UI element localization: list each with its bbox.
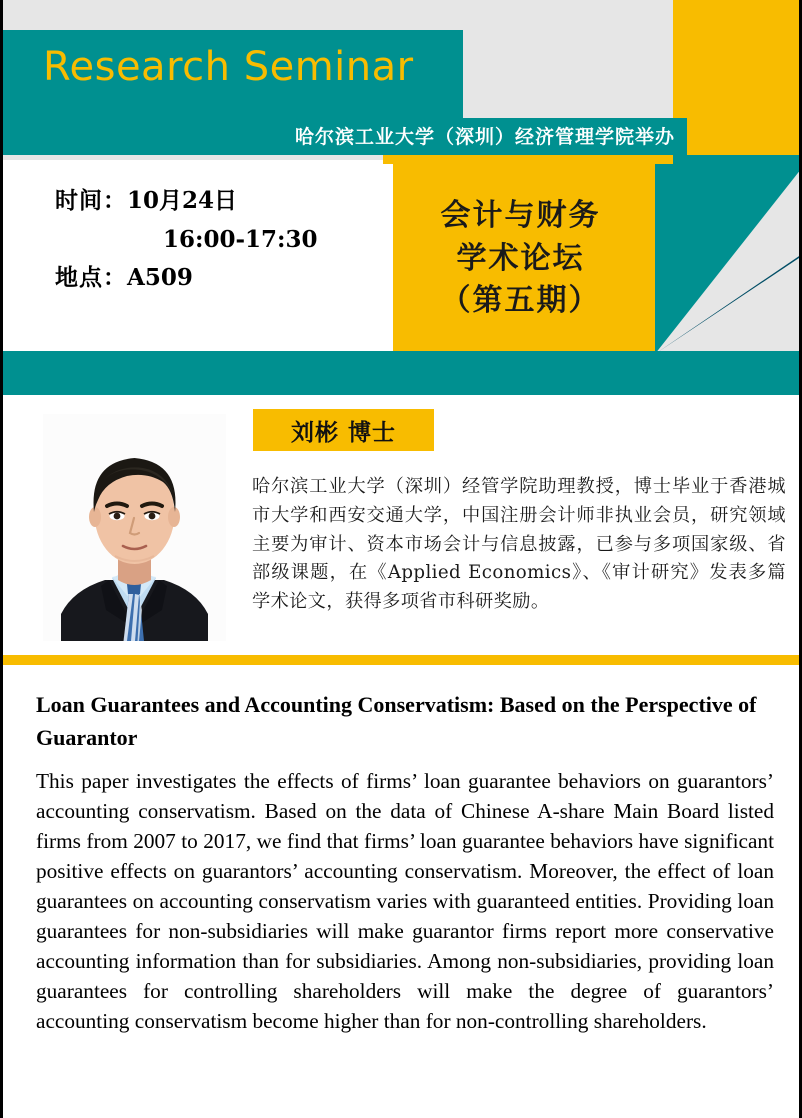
avatar	[43, 414, 226, 641]
time-label: 时间：	[55, 187, 127, 214]
header-gold-strip	[383, 155, 673, 164]
page-title: Research Seminar	[43, 44, 414, 90]
event-details	[55, 182, 318, 298]
host-organization-label: 哈尔滨工业大学（深圳）经济管理学院举办	[294, 126, 675, 148]
time-value: 10月24日	[127, 187, 238, 214]
forum-title-line-3: （第五期）	[440, 283, 601, 319]
section-divider-teal-band	[3, 351, 802, 395]
decorative-gold-edge	[648, 164, 655, 354]
forum-title-line-2: 学术论坛	[456, 240, 585, 276]
speaker-name-badge	[253, 409, 434, 451]
speaker-photo	[43, 414, 226, 641]
forum-title-line-1: 会计与财务	[440, 198, 601, 234]
paper-abstract: This paper investigates the effects of firms’ loan guarantee behaviors on guarantors’ accounting conservatism. Based on the data of Chinese A-share Main Board listed firms from 2007 to 2017, we find that firms’ loan guarantee behaviors have significant positive effects on guarantors’ accounting conservatism. Moreover, the effect of loan guarantees on accounting conservatism varies with guaranteed entities. Providing loan guarantees for non-subsidiaries will make guarantor firms report more conservative accounting information than for subsidiaries. Among non-subsidiaries, providing loan guarantees for controlling shareholders will make the degree of guarantors’ accounting conservatism become higher than for non-controlling shareholders.	[36, 769, 774, 1034]
speaker-name: 刘彬 博士	[290, 418, 396, 446]
header-gold-corner-block	[673, 0, 802, 160]
section-divider-gold-bar	[3, 655, 802, 665]
event-time-row	[55, 182, 318, 221]
speaker-biography: 哈尔滨工业大学（深圳）经管学院助理教授，博士毕业于香港城市大学和西安交通大学，中国注册会计师非执业会员，研究领域主要为审计、资本市场会计与信息披露，已参与多项国家级、省部级课题，在《Applied Economics》、《审计研究》发表多篇学术论文，获得多项省市科研奖励。	[252, 476, 786, 612]
time-range-value: 16:00-17:30	[163, 225, 318, 253]
decorative-triangles	[648, 164, 802, 354]
forum-title-box	[393, 164, 648, 354]
paper-title: Loan Guarantees and Accounting Conservatism: Based on the Perspective of Guarantor	[36, 692, 757, 751]
place-label: 地点：	[55, 264, 127, 292]
place-value: A509	[127, 264, 193, 292]
header-teal-strip	[673, 155, 802, 164]
event-place-row	[55, 259, 318, 298]
event-time-row-2	[55, 221, 318, 260]
decorative-teal-triangle	[655, 164, 802, 354]
